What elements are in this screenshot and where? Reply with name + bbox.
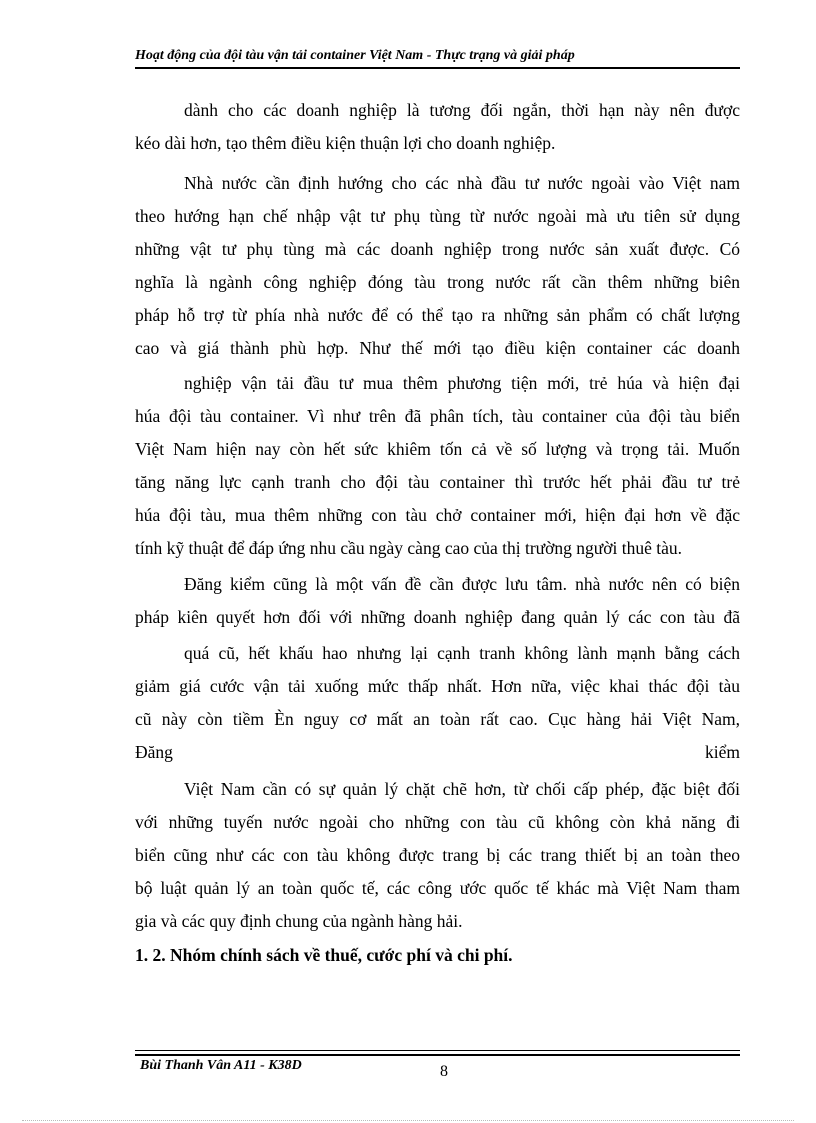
body-line: húa đội tàu container. Vì như trên đã phân tích, tàu container của đội tàu biển <box>135 406 740 426</box>
body-line: dành cho các doanh nghiệp là tương đối ngắn, thời hạn này nên được <box>184 100 740 120</box>
section-heading: 1. 2. Nhóm chính sách về thuế, cước phí và chi phí. <box>135 945 513 965</box>
body-line: tăng năng lực cạnh tranh cho đội tàu container thì trước hết phải đầu tư trẻ <box>135 472 740 492</box>
body-line: cũ này còn tiềm Èn nguy cơ mất an toàn rất cao. Cục hàng hải Việt Nam, <box>135 709 740 729</box>
body-line: gia và các quy định chung của ngành hàng hải. <box>135 911 463 931</box>
body-line: kéo dài hơn, tạo thêm điều kiện thuận lợi cho doanh nghiệp. <box>135 133 556 153</box>
body-line: cao và giá thành phù hợp. Như thế mới tạo điều kiện container các doanh <box>135 338 740 358</box>
body-line: với những tuyến nước ngoài cho những con tàu cũ không còn khả năng đi <box>135 812 740 832</box>
page-number: 8 <box>440 1063 448 1080</box>
body-line: giảm giá cước vận tải xuống mức thấp nhất. Hơn nữa, việc khai thác đội tàu <box>135 676 740 696</box>
body-line: tính kỹ thuật để đáp ứng nhu cầu ngày càng cao của thị trường người thuê tàu. <box>135 538 683 558</box>
body-line: pháp hỗ trợ từ phía nhà nước để có thể tạo ra những sản phẩm có chất lượng <box>135 305 740 325</box>
footer-author: Bùi Thanh Vân A11 - K38D <box>140 1058 302 1073</box>
page-edge-divider <box>22 1120 794 1121</box>
body-line: nghĩa là ngành công nghiệp đóng tàu trong nước rất cần thêm những biên <box>135 272 740 292</box>
split-word-left: Đăng <box>135 742 173 762</box>
running-header: Hoạt động của đội tàu vận tải container Việt Nam - Thực trạng và giải pháp <box>135 48 575 63</box>
footer-rule <box>135 1050 740 1051</box>
body-line: Việt Nam cần có sự quản lý chặt chẽ hơn, từ chối cấp phép, đặc biệt đối <box>184 779 740 799</box>
body-line: Việt Nam hiện nay còn hết sức khiêm tốn cả về số lượng và trọng tải. Muốn <box>135 439 740 459</box>
body-line: bộ luật quản lý an toàn quốc tế, các công ước quốc tế khác mà Việt Nam tham <box>135 878 740 898</box>
body-line: Nhà nước cần định hướng cho các nhà đầu tư nước ngoài vào Việt nam <box>184 173 740 193</box>
split-word-right: kiểm <box>705 742 740 762</box>
body-line: Đăng kiểm cũng là một vấn đề cần được lưu tâm. nhà nước nên có biện <box>184 574 740 594</box>
body-line: húa đội tàu, mua thêm những con tàu chở container mới, hiện đại hơn về đặc <box>135 505 740 525</box>
header-rule <box>135 67 740 69</box>
body-line: biển cũng như các con tàu không được trang bị các trang thiết bị an toàn theo <box>135 845 740 865</box>
body-line: pháp kiên quyết hơn đối với những doanh nghiệp đang quản lý các con tàu đã <box>135 607 740 627</box>
body-line-split <box>135 742 740 763</box>
body-line: quá cũ, hết khấu hao nhưng lại cạnh tranh không lành mạnh bằng cách <box>184 643 740 663</box>
body-line: những vật tư phụ tùng mà các doanh nghiệp trong nước sản xuất được. Có <box>135 239 740 259</box>
body-line: nghiệp vận tải đầu tư mua thêm phương tiện mới, trẻ húa và hiện đại <box>184 373 740 393</box>
body-line: theo hướng hạn chế nhập vật tư phụ tùng từ nước ngoài mà ưu tiên sử dụng <box>135 206 740 226</box>
footer-rule <box>135 1054 740 1056</box>
